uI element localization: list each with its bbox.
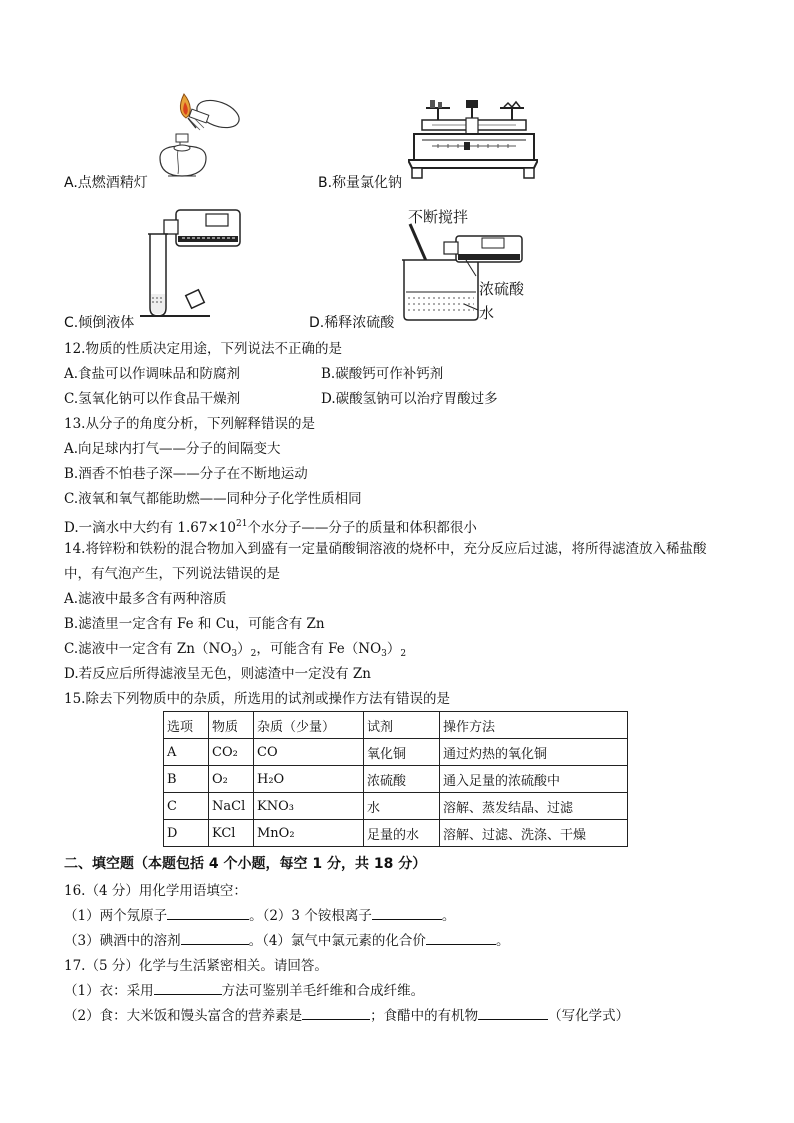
figure-d-water-label: 水 <box>479 304 495 322</box>
q14-option-b: B.滤渣里一定含有 Fe 和 Cu，可能含有 Zn <box>64 616 325 632</box>
q16-part1-label: （1）两个氖原子 <box>64 908 168 924</box>
subscript-3: 3 <box>231 649 238 659</box>
q14-option-d: D.若反应后所得滤液呈无色，则滤渣中一定没有 Zn <box>64 666 371 682</box>
figure-d-acid-label: 浓硫酸 <box>479 280 525 298</box>
table-cell: 水 <box>364 793 440 820</box>
q12-stem: 12.物质的性质决定用途，下列说法不正确的是 <box>64 341 342 357</box>
table-row <box>164 820 628 847</box>
figure-d-stir-label: 不断搅拌 <box>408 208 469 226</box>
table-header-cell: 选项 <box>164 712 209 739</box>
table-cell: H₂O <box>254 766 364 793</box>
q16-part2-label: 。（2）3 个铵根离子 <box>249 908 372 924</box>
q16-line1-end: 。 <box>441 908 456 924</box>
table-row <box>164 793 628 820</box>
subscript-2: 2 <box>250 649 257 659</box>
q15-table <box>163 711 628 847</box>
q16-stem: 16.（4 分）用化学用语填空： <box>64 883 247 899</box>
q12-option-c: C.氢氧化钠可以作食品干燥剂 <box>64 391 241 407</box>
table-cell: CO <box>254 739 364 766</box>
table-cell: B <box>164 766 209 793</box>
q13-option-b: B.酒香不怕巷子深——分子在不断地运动 <box>64 466 308 482</box>
q17-line1 <box>64 981 424 1001</box>
figure-a-label: A.点燃酒精灯 <box>64 175 148 191</box>
table-cell: C <box>164 793 209 820</box>
table-cell: NaCl <box>209 793 254 820</box>
q13-option-d-exponent: 21 <box>235 519 248 529</box>
answer-blank[interactable] <box>181 931 249 945</box>
figure-a-lighting-lamp <box>150 88 250 188</box>
answer-blank[interactable] <box>372 906 442 920</box>
q16-part4-label: 。（4）氯气中氯元素的化合价 <box>248 933 426 949</box>
q14-option-c-end: ） <box>386 641 401 657</box>
answer-blank[interactable] <box>167 906 249 920</box>
q17-part2-mid: ；食醋中的有机物 <box>370 1008 479 1024</box>
q13-option-d-pre: D.一滴水中大约有 1.67×10 <box>64 520 236 536</box>
q13-option-a: A.向足球内打气——分子的间隔变大 <box>64 441 281 457</box>
q14-option-c-mid2: ，可能含有 Fe（NO <box>256 641 382 657</box>
subscript-2: 2 <box>400 649 407 659</box>
table-header-cell: 杂质（少量） <box>254 712 364 739</box>
answer-blank[interactable] <box>478 1006 548 1020</box>
q14-option-c-mid: ） <box>237 641 251 657</box>
figure-c-pouring-liquid <box>140 204 250 324</box>
q17-part1-end: 方法可鉴别羊毛纤维和合成纤维。 <box>221 983 425 999</box>
subscript-3: 3 <box>381 649 387 659</box>
table-row <box>164 766 628 793</box>
q16-line1 <box>64 906 455 926</box>
q17-part2-label: （2）食：大米饭和馒头富含的营养素是 <box>64 1008 303 1024</box>
q12-option-d: D.碳酸氢钠可以治疗胃酸过多 <box>321 391 498 407</box>
q13-option-d <box>64 514 477 538</box>
table-cell: 溶解、过滤、洗涤、干燥 <box>440 820 628 847</box>
q14-option-c-pre: C.滤液中一定含有 Zn（NO <box>64 641 232 657</box>
table-header-cell: 试剂 <box>364 712 440 739</box>
table-cell: 通入足量的浓硫酸中 <box>440 766 628 793</box>
table-cell: MnO₂ <box>254 820 364 847</box>
table-cell: 溶解、蒸发结晶、过滤 <box>440 793 628 820</box>
table-cell: O₂ <box>209 766 254 793</box>
table-cell: A <box>164 739 209 766</box>
table-cell: 通过灼热的氧化铜 <box>440 739 628 766</box>
table-cell: KCl <box>209 820 254 847</box>
figure-c-label: C.倾倒液体 <box>64 315 135 331</box>
q17-part1-label: （1）衣：采用 <box>64 983 154 999</box>
q12-option-a: A.食盐可以作调味品和防腐剂 <box>64 366 241 382</box>
table-cell: CO₂ <box>209 739 254 766</box>
q16-part3-label: （3）碘酒中的溶剂 <box>64 933 181 949</box>
q16-line2 <box>64 931 509 951</box>
table-cell: 氧化铜 <box>364 739 440 766</box>
table-cell: 足量的水 <box>364 820 440 847</box>
q13-option-d-post: 个水分子——分子的质量和体积都很小 <box>247 520 477 536</box>
figure-b-label: B.称量氯化钠 <box>318 175 403 191</box>
table-header-cell: 物质 <box>209 712 254 739</box>
q14-stem-line2: 中，有气泡产生，下列说法错误的是 <box>64 566 280 582</box>
q17-part2-end: （写化学式） <box>548 1008 630 1024</box>
q12-option-b: B.碳酸钙可作补钙剂 <box>321 366 444 382</box>
q15-stem: 15.除去下列物质中的杂质，所选用的试剂或操作方法有错误的是 <box>64 691 450 707</box>
figure-b-balance-scale <box>408 98 538 188</box>
q17-stem: 17.（5 分）化学与生活紧密相关。请回答。 <box>64 958 328 974</box>
table-cell: D <box>164 820 209 847</box>
figure-d-label: D.稀释浓硫酸 <box>309 315 395 331</box>
q14-option-c <box>64 639 406 664</box>
answer-blank[interactable] <box>154 981 222 995</box>
table-header-row <box>164 712 628 739</box>
q16-line2-end: 。 <box>495 933 510 949</box>
q13-stem: 13.从分子的角度分析，下列解释错误的是 <box>64 416 315 432</box>
table-row <box>164 739 628 766</box>
q14-stem-line1: 14.将锌粉和铁粉的混合物加入到盛有一定量硝酸铜溶液的烧杯中，充分反应后过滤，将所得滤渣放入稀盐酸 <box>64 541 707 557</box>
table-cell: 浓硫酸 <box>364 766 440 793</box>
section-heading: 二、填空题（本题包括 4 个小题，每空 1 分，共 18 分） <box>64 856 427 872</box>
q13-option-c: C.液氧和氧气都能助燃——同种分子化学性质相同 <box>64 491 362 507</box>
answer-blank[interactable] <box>302 1006 370 1020</box>
answer-blank[interactable] <box>426 931 496 945</box>
q14-option-a: A.滤液中最多含有两种溶质 <box>64 591 227 607</box>
table-header-cell: 操作方法 <box>440 712 628 739</box>
table-cell: KNO₃ <box>254 793 364 820</box>
q17-line2 <box>64 1006 629 1026</box>
